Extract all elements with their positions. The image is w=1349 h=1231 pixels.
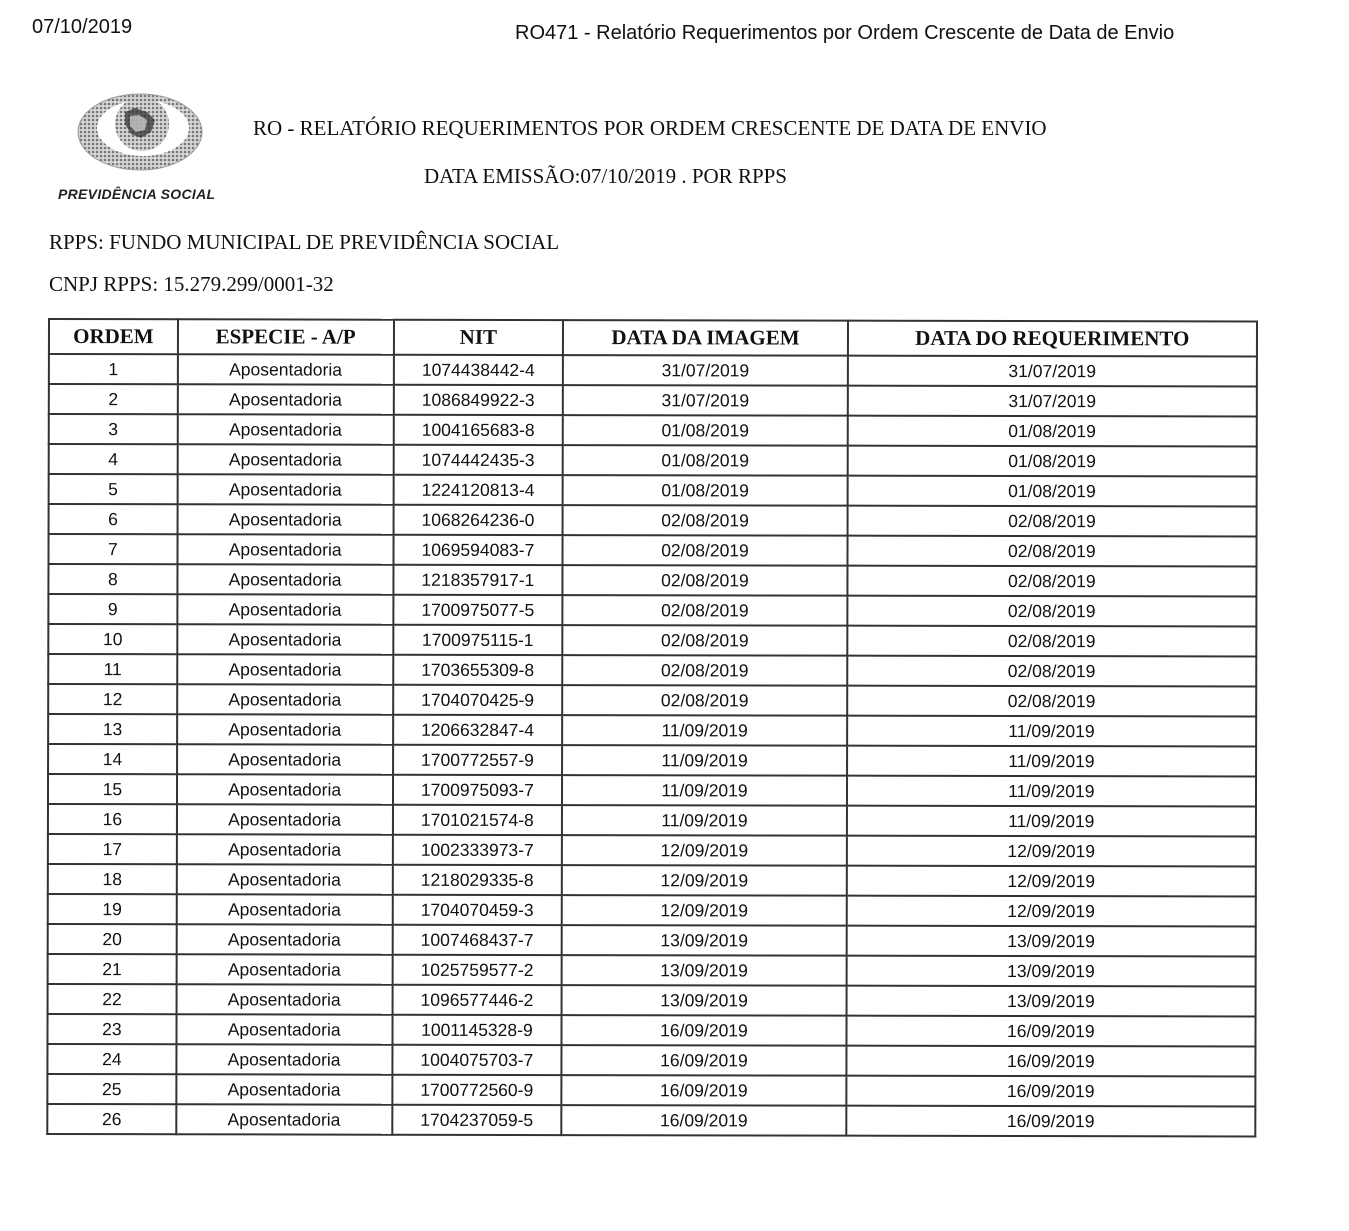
cell-ordem: 8	[48, 564, 177, 594]
cell-nit: 1069594083-7	[393, 535, 563, 565]
cell-data-imagem: 16/09/2019	[562, 1075, 846, 1106]
cell-data-requerimento: 11/09/2019	[847, 716, 1256, 747]
cell-ordem: 7	[48, 534, 177, 564]
table-row	[47, 1074, 1255, 1107]
cell-data-imagem: 31/07/2019	[563, 355, 847, 386]
cell-data-requerimento: 01/08/2019	[847, 446, 1256, 477]
cell-especie: Aposentadoria	[176, 1074, 392, 1104]
cell-especie: Aposentadoria	[177, 894, 393, 924]
cell-nit: 1086849922-3	[393, 385, 563, 415]
cell-ordem: 18	[48, 864, 177, 894]
cell-nit: 1206632847-4	[393, 715, 563, 745]
cell-ordem: 14	[48, 744, 177, 774]
cell-ordem: 12	[48, 684, 177, 714]
cell-data-requerimento: 02/08/2019	[847, 536, 1256, 567]
cell-especie: Aposentadoria	[176, 954, 392, 984]
cell-data-requerimento: 02/08/2019	[847, 656, 1256, 687]
report-code-title: RO471 - Relatório Requerimentos por Ordem Crescente de Data de Envio	[515, 22, 1175, 44]
cell-nit: 1218029335-8	[392, 865, 562, 895]
cell-nit: 1700772557-9	[393, 745, 563, 775]
cell-especie: Aposentadoria	[178, 444, 394, 474]
table-row	[48, 774, 1256, 807]
cell-data-requerimento: 02/08/2019	[847, 596, 1256, 627]
cell-nit: 1004075703-7	[392, 1045, 562, 1075]
table-row	[49, 384, 1257, 417]
cell-especie: Aposentadoria	[177, 924, 393, 954]
cell-ordem: 4	[49, 444, 178, 474]
cell-nit: 1704237059-5	[392, 1105, 562, 1135]
cell-especie: Aposentadoria	[178, 384, 394, 414]
cell-especie: Aposentadoria	[177, 804, 393, 834]
cell-nit: 1096577446-2	[392, 985, 562, 1015]
cell-data-requerimento: 13/09/2019	[846, 926, 1255, 957]
cell-data-requerimento: 01/08/2019	[847, 416, 1256, 447]
cell-ordem: 3	[49, 414, 178, 444]
cell-ordem: 16	[48, 804, 177, 834]
table-header-row	[49, 319, 1257, 357]
cell-data-imagem: 11/09/2019	[562, 805, 846, 836]
cell-data-requerimento: 13/09/2019	[846, 986, 1255, 1017]
col-header-data-requerimento: DATA DO REQUERIMENTO	[848, 321, 1257, 357]
cell-especie: Aposentadoria	[177, 624, 393, 654]
cell-nit: 1703655309-8	[393, 655, 563, 685]
cell-ordem: 26	[47, 1104, 176, 1134]
cell-data-imagem: 16/09/2019	[562, 1045, 846, 1076]
cell-nit: 1074442435-3	[393, 445, 563, 475]
cell-data-requerimento: 11/09/2019	[847, 776, 1256, 807]
cell-especie: Aposentadoria	[177, 684, 393, 714]
table-row	[48, 684, 1256, 717]
cell-data-imagem: 02/08/2019	[562, 685, 846, 716]
col-header-especie: ESPECIE - A/P	[178, 319, 394, 354]
cell-ordem: 24	[47, 1044, 176, 1074]
logo-text: PREVIDÊNCIA SOCIAL	[58, 186, 216, 202]
cell-data-imagem: 02/08/2019	[563, 565, 847, 596]
cell-especie: Aposentadoria	[177, 564, 393, 594]
cell-data-imagem: 02/08/2019	[563, 595, 847, 626]
cell-ordem: 20	[48, 924, 177, 954]
cell-data-imagem: 02/08/2019	[563, 505, 847, 536]
cell-nit: 1025759577-2	[392, 955, 562, 985]
table-row	[47, 1014, 1255, 1047]
cell-especie: Aposentadoria	[177, 474, 393, 504]
cell-ordem: 25	[47, 1074, 176, 1104]
cell-ordem: 17	[48, 834, 177, 864]
cell-nit: 1001145328-9	[392, 1015, 562, 1045]
table-row	[49, 414, 1257, 447]
cell-nit: 1002333973-7	[392, 835, 562, 865]
cell-ordem: 5	[49, 474, 178, 504]
cell-ordem: 19	[48, 894, 177, 924]
cell-data-imagem: 13/09/2019	[562, 955, 846, 986]
cell-data-imagem: 11/09/2019	[562, 715, 846, 746]
cell-especie: Aposentadoria	[177, 594, 393, 624]
cell-ordem: 2	[49, 384, 178, 414]
table-row	[49, 504, 1257, 537]
requirements-table	[46, 318, 1258, 1138]
cell-ordem: 15	[48, 774, 177, 804]
table-row	[48, 954, 1256, 987]
cell-data-requerimento: 16/09/2019	[846, 1106, 1255, 1137]
cell-ordem: 1	[49, 354, 178, 384]
cell-ordem: 10	[48, 624, 177, 654]
cell-especie: Aposentadoria	[177, 834, 393, 864]
table-row	[48, 744, 1256, 777]
cell-especie: Aposentadoria	[177, 654, 393, 684]
table-row	[48, 984, 1256, 1017]
table-row	[48, 804, 1256, 837]
cell-especie: Aposentadoria	[176, 1014, 392, 1044]
cell-data-imagem: 11/09/2019	[562, 775, 846, 806]
cell-data-requerimento: 16/09/2019	[846, 1016, 1255, 1047]
cell-nit: 1704070459-3	[392, 895, 562, 925]
cell-especie: Aposentadoria	[178, 354, 394, 384]
cell-data-requerimento: 16/09/2019	[846, 1046, 1255, 1077]
table-row	[48, 714, 1256, 747]
cell-especie: Aposentadoria	[177, 534, 393, 564]
cell-nit: 1700975077-5	[393, 595, 563, 625]
cell-data-imagem: 12/09/2019	[562, 835, 846, 866]
cell-data-requerimento: 31/07/2019	[848, 356, 1257, 387]
cell-nit: 1224120813-4	[393, 475, 563, 505]
cell-data-requerimento: 12/09/2019	[846, 896, 1255, 927]
cell-ordem: 11	[48, 654, 177, 684]
cell-ordem: 23	[47, 1014, 176, 1044]
table-row	[49, 354, 1257, 387]
cell-nit: 1007468437-7	[392, 925, 562, 955]
cell-nit: 1074438442-4	[393, 355, 563, 385]
table-row	[47, 1104, 1255, 1137]
table-row	[48, 564, 1256, 597]
cell-especie: Aposentadoria	[176, 984, 392, 1014]
cell-especie: Aposentadoria	[176, 1104, 392, 1134]
cell-data-requerimento: 02/08/2019	[847, 686, 1256, 717]
col-header-ordem: ORDEM	[49, 319, 178, 354]
cell-data-imagem: 11/09/2019	[562, 745, 846, 776]
cell-data-requerimento: 02/08/2019	[847, 506, 1256, 537]
table-row	[48, 624, 1256, 657]
cell-especie: Aposentadoria	[177, 864, 393, 894]
cell-data-imagem: 13/09/2019	[562, 925, 846, 956]
cell-data-imagem: 02/08/2019	[563, 625, 847, 656]
cell-especie: Aposentadoria	[177, 774, 393, 804]
cell-nit: 1218357917-1	[393, 565, 563, 595]
cell-data-requerimento: 31/07/2019	[847, 386, 1256, 417]
table-row	[48, 864, 1256, 897]
previdencia-globe-icon	[75, 82, 205, 182]
table-row	[49, 474, 1257, 507]
cell-nit: 1700975093-7	[392, 775, 562, 805]
table-row	[48, 534, 1256, 567]
cell-especie: Aposentadoria	[176, 1044, 392, 1074]
cell-data-requerimento: 11/09/2019	[847, 806, 1256, 837]
table-row	[48, 654, 1256, 687]
cell-data-imagem: 31/07/2019	[563, 385, 847, 416]
cell-nit: 1701021574-8	[392, 805, 562, 835]
table-row	[48, 924, 1256, 957]
table-body	[47, 354, 1257, 1137]
report-title: RO - RELATÓRIO REQUERIMENTOS POR ORDEM CRESCENTE DE DATA DE ENVIO	[253, 116, 1047, 140]
cell-data-requerimento: 01/08/2019	[847, 476, 1256, 507]
previdencia-logo	[55, 82, 245, 207]
cell-nit: 1704070425-9	[393, 685, 563, 715]
rpps-cnpj: CNPJ RPPS: 15.279.299/0001-32	[49, 272, 334, 296]
table-row	[47, 1044, 1255, 1077]
cell-data-requerimento: 12/09/2019	[847, 836, 1256, 867]
cell-data-requerimento: 16/09/2019	[846, 1076, 1255, 1107]
col-header-data-imagem: DATA DA IMAGEM	[563, 320, 847, 356]
cell-data-requerimento: 02/08/2019	[847, 566, 1256, 597]
cell-data-imagem: 12/09/2019	[562, 865, 846, 896]
cell-data-imagem: 01/08/2019	[563, 475, 847, 506]
cell-data-requerimento: 11/09/2019	[847, 746, 1256, 777]
cell-nit: 1700975115-1	[393, 625, 563, 655]
rpps-name: RPPS: FUNDO MUNICIPAL DE PREVIDÊNCIA SOCIAL	[49, 230, 560, 254]
cell-especie: Aposentadoria	[177, 744, 393, 774]
cell-data-imagem: 12/09/2019	[562, 895, 846, 926]
cell-especie: Aposentadoria	[178, 414, 394, 444]
cell-data-imagem: 16/09/2019	[562, 1105, 846, 1136]
report-subtitle: DATA EMISSÃO:07/10/2019 . POR RPPS	[424, 164, 787, 188]
cell-data-imagem: 02/08/2019	[563, 655, 847, 686]
cell-ordem: 9	[48, 594, 177, 624]
cell-nit: 1068264236-0	[393, 505, 563, 535]
cell-data-imagem: 02/08/2019	[563, 535, 847, 566]
cell-especie: Aposentadoria	[177, 504, 393, 534]
cell-ordem: 22	[48, 984, 177, 1014]
cell-nit: 1004165683-8	[393, 415, 563, 445]
cell-data-imagem: 01/08/2019	[563, 445, 847, 476]
col-header-nit: NIT	[393, 320, 563, 355]
cell-ordem: 21	[48, 954, 177, 984]
cell-data-imagem: 13/09/2019	[562, 985, 846, 1016]
table-row	[49, 444, 1257, 477]
cell-especie: Aposentadoria	[177, 714, 393, 744]
cell-data-requerimento: 13/09/2019	[846, 956, 1255, 987]
table-row	[48, 834, 1256, 867]
cell-ordem: 13	[48, 714, 177, 744]
cell-ordem: 6	[49, 504, 178, 534]
cell-data-imagem: 01/08/2019	[563, 415, 847, 446]
table-row	[48, 894, 1256, 927]
cell-data-imagem: 16/09/2019	[562, 1015, 846, 1046]
cell-data-requerimento: 12/09/2019	[846, 866, 1255, 897]
cell-nit: 1700772560-9	[392, 1075, 562, 1105]
print-date: 07/10/2019	[32, 16, 133, 38]
cell-data-requerimento: 02/08/2019	[847, 626, 1256, 657]
table-row	[48, 594, 1256, 627]
